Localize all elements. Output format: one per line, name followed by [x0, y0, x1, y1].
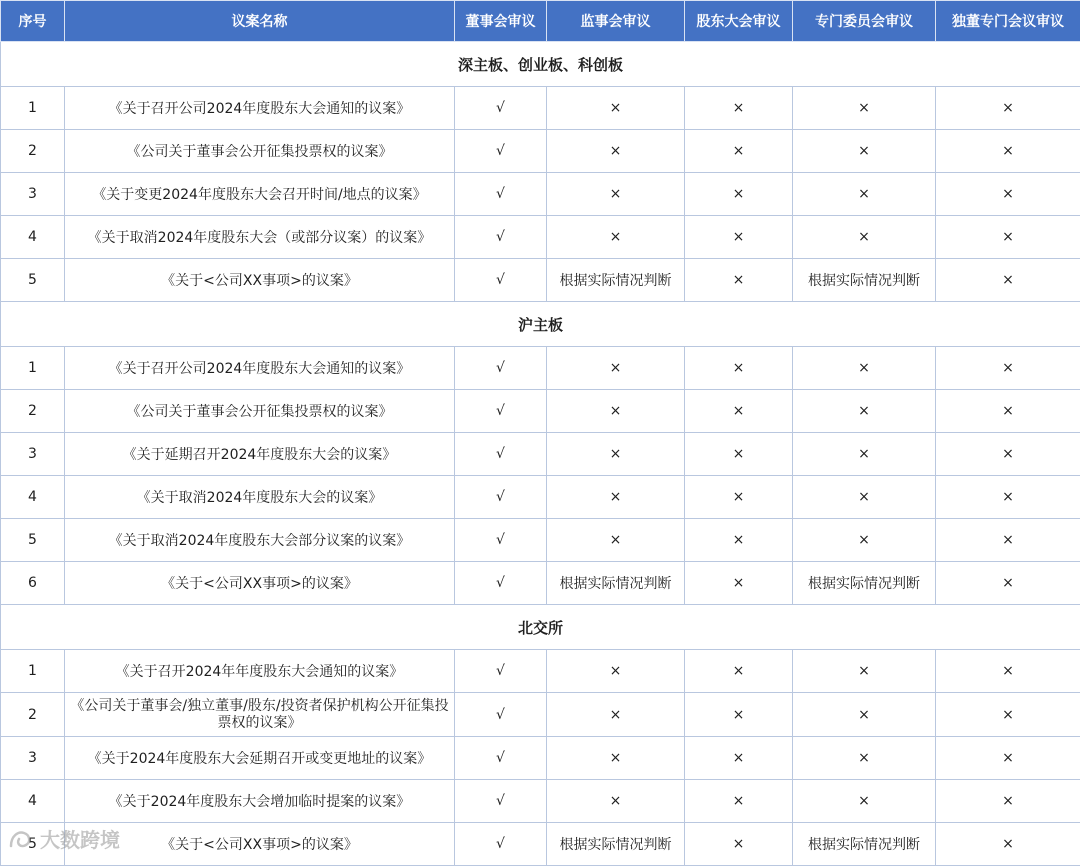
independent-review-cell: × — [936, 823, 1080, 866]
board-review-cell: √ — [455, 173, 547, 216]
section-title: 深主板、创业板、科创板 — [1, 42, 1080, 87]
shareholder-review-cell: × — [685, 823, 793, 866]
committee-review-cell: × — [793, 737, 936, 780]
shareholder-review-cell: × — [685, 693, 793, 737]
proposal-name: 《关于<公司XX事项>的议案》 — [65, 259, 455, 302]
section-header-row — [1, 605, 1080, 650]
header-proposal-name: 议案名称 — [65, 1, 455, 42]
table-row — [1, 780, 1080, 823]
row-number: 1 — [1, 347, 65, 390]
shareholder-review-cell: × — [685, 216, 793, 259]
board-review-cell: √ — [455, 87, 547, 130]
supervisor-review-cell: × — [547, 130, 685, 173]
row-number: 3 — [1, 173, 65, 216]
board-review-cell: √ — [455, 780, 547, 823]
proposal-name: 《关于<公司XX事项>的议案》 — [65, 562, 455, 605]
committee-review-cell: × — [793, 216, 936, 259]
supervisor-review-cell: × — [547, 519, 685, 562]
shareholder-review-cell: × — [685, 390, 793, 433]
shareholder-review-cell: × — [685, 87, 793, 130]
independent-review-cell: × — [936, 693, 1080, 737]
row-number: 5 — [1, 823, 65, 866]
shareholder-review-cell: × — [685, 130, 793, 173]
supervisor-review-cell: × — [547, 650, 685, 693]
independent-review-cell: × — [936, 650, 1080, 693]
row-number: 4 — [1, 476, 65, 519]
independent-review-cell: × — [936, 476, 1080, 519]
board-review-cell: √ — [455, 823, 547, 866]
independent-review-cell: × — [936, 130, 1080, 173]
section-title: 沪主板 — [1, 302, 1080, 347]
board-review-cell: √ — [455, 476, 547, 519]
board-review-cell: √ — [455, 562, 547, 605]
independent-review-cell: × — [936, 737, 1080, 780]
proposal-name: 《关于召开公司2024年度股东大会通知的议案》 — [65, 347, 455, 390]
supervisor-review-cell: × — [547, 347, 685, 390]
table-row — [1, 823, 1080, 866]
shareholder-review-cell: × — [685, 433, 793, 476]
supervisor-review-cell: × — [547, 173, 685, 216]
row-number: 4 — [1, 216, 65, 259]
row-number: 4 — [1, 780, 65, 823]
committee-review-cell: × — [793, 433, 936, 476]
supervisor-review-cell: × — [547, 737, 685, 780]
proposal-name: 《关于2024年度股东大会增加临时提案的议案》 — [65, 780, 455, 823]
committee-review-cell: 根据实际情况判断 — [793, 562, 936, 605]
table-row — [1, 216, 1080, 259]
table-row — [1, 562, 1080, 605]
section-title: 北交所 — [1, 605, 1080, 650]
committee-review-cell: 根据实际情况判断 — [793, 259, 936, 302]
independent-review-cell: × — [936, 216, 1080, 259]
row-number: 3 — [1, 737, 65, 780]
table-row — [1, 476, 1080, 519]
board-review-cell: √ — [455, 650, 547, 693]
table-row — [1, 433, 1080, 476]
committee-review-cell: × — [793, 347, 936, 390]
independent-review-cell: × — [936, 390, 1080, 433]
row-number: 5 — [1, 519, 65, 562]
watermark — [8, 824, 120, 853]
proposal-name: 《关于变更2024年度股东大会召开时间/地点的议案》 — [65, 173, 455, 216]
section-header-row — [1, 302, 1080, 347]
proposal-name: 《关于取消2024年度股东大会的议案》 — [65, 476, 455, 519]
table-row — [1, 259, 1080, 302]
proposal-name: 《公司关于董事会/独立董事/股东/投资者保护机构公开征集投票权的议案》 — [65, 693, 455, 737]
committee-review-cell: × — [793, 780, 936, 823]
proposal-name: 《关于取消2024年度股东大会（或部分议案）的议案》 — [65, 216, 455, 259]
independent-review-cell: × — [936, 562, 1080, 605]
supervisor-review-cell: × — [547, 476, 685, 519]
section-header-row — [1, 42, 1080, 87]
header-committee-review: 专门委员会审议 — [793, 1, 936, 42]
committee-review-cell: × — [793, 173, 936, 216]
proposal-name: 《关于2024年度股东大会延期召开或变更地址的议案》 — [65, 737, 455, 780]
supervisor-review-cell: 根据实际情况判断 — [547, 823, 685, 866]
row-number: 3 — [1, 433, 65, 476]
shareholder-review-cell: × — [685, 173, 793, 216]
committee-review-cell: 根据实际情况判断 — [793, 823, 936, 866]
committee-review-cell: × — [793, 390, 936, 433]
proposal-name: 《关于<公司XX事项>的议案》 — [65, 823, 455, 866]
table-row — [1, 173, 1080, 216]
table-row — [1, 519, 1080, 562]
supervisor-review-cell: × — [547, 780, 685, 823]
shareholder-review-cell: × — [685, 259, 793, 302]
committee-review-cell: × — [793, 130, 936, 173]
committee-review-cell: × — [793, 693, 936, 737]
supervisor-review-cell: 根据实际情况判断 — [547, 562, 685, 605]
independent-review-cell: × — [936, 259, 1080, 302]
shareholder-review-cell: × — [685, 650, 793, 693]
independent-review-cell: × — [936, 433, 1080, 476]
board-review-cell: √ — [455, 737, 547, 780]
proposal-name: 《公司关于董事会公开征集投票权的议案》 — [65, 390, 455, 433]
board-review-cell: √ — [455, 130, 547, 173]
brand-logo-icon — [8, 828, 34, 850]
header-board-review: 董事会审议 — [455, 1, 547, 42]
shareholder-review-cell: × — [685, 519, 793, 562]
row-number: 6 — [1, 562, 65, 605]
row-number: 2 — [1, 130, 65, 173]
table-row — [1, 693, 1080, 737]
independent-review-cell: × — [936, 87, 1080, 130]
supervisor-review-cell: × — [547, 216, 685, 259]
committee-review-cell: × — [793, 650, 936, 693]
board-review-cell: √ — [455, 390, 547, 433]
watermark-text: 大数跨境 — [40, 824, 120, 853]
table-row — [1, 347, 1080, 390]
shareholder-review-cell: × — [685, 780, 793, 823]
committee-review-cell: × — [793, 87, 936, 130]
row-number: 5 — [1, 259, 65, 302]
table-row — [1, 737, 1080, 780]
independent-review-cell: × — [936, 780, 1080, 823]
header-row — [1, 1, 1080, 42]
supervisor-review-cell: × — [547, 433, 685, 476]
header-shareholder-review: 股东大会审议 — [685, 1, 793, 42]
supervisor-review-cell: × — [547, 87, 685, 130]
proposal-name: 《公司关于董事会公开征集投票权的议案》 — [65, 130, 455, 173]
supervisor-review-cell: 根据实际情况判断 — [547, 259, 685, 302]
independent-review-cell: × — [936, 173, 1080, 216]
header-no: 序号 — [1, 1, 65, 42]
supervisor-review-cell: × — [547, 693, 685, 737]
shareholder-review-cell: × — [685, 737, 793, 780]
proposal-name: 《关于召开公司2024年度股东大会通知的议案》 — [65, 87, 455, 130]
committee-review-cell: × — [793, 519, 936, 562]
row-number: 2 — [1, 693, 65, 737]
table-row — [1, 390, 1080, 433]
table-body — [1, 42, 1080, 866]
board-review-cell: √ — [455, 693, 547, 737]
board-review-cell: √ — [455, 259, 547, 302]
board-review-cell: √ — [455, 216, 547, 259]
header-independent-director-review: 独董专门会议审议 — [936, 1, 1080, 42]
shareholder-review-cell: × — [685, 562, 793, 605]
committee-review-cell: × — [793, 476, 936, 519]
independent-review-cell: × — [936, 347, 1080, 390]
table-row — [1, 87, 1080, 130]
board-review-cell: √ — [455, 519, 547, 562]
header-supervisor-review: 监事会审议 — [547, 1, 685, 42]
shareholder-review-cell: × — [685, 347, 793, 390]
proposal-name: 《关于取消2024年度股东大会部分议案的议案》 — [65, 519, 455, 562]
shareholder-review-cell: × — [685, 476, 793, 519]
row-number: 2 — [1, 390, 65, 433]
supervisor-review-cell: × — [547, 390, 685, 433]
independent-review-cell: × — [936, 519, 1080, 562]
board-review-cell: √ — [455, 433, 547, 476]
proposal-name: 《关于延期召开2024年度股东大会的议案》 — [65, 433, 455, 476]
table-row — [1, 130, 1080, 173]
proposal-name: 《关于召开2024年年度股东大会通知的议案》 — [65, 650, 455, 693]
table-row — [1, 650, 1080, 693]
row-number: 1 — [1, 87, 65, 130]
board-review-cell: √ — [455, 347, 547, 390]
row-number: 1 — [1, 650, 65, 693]
